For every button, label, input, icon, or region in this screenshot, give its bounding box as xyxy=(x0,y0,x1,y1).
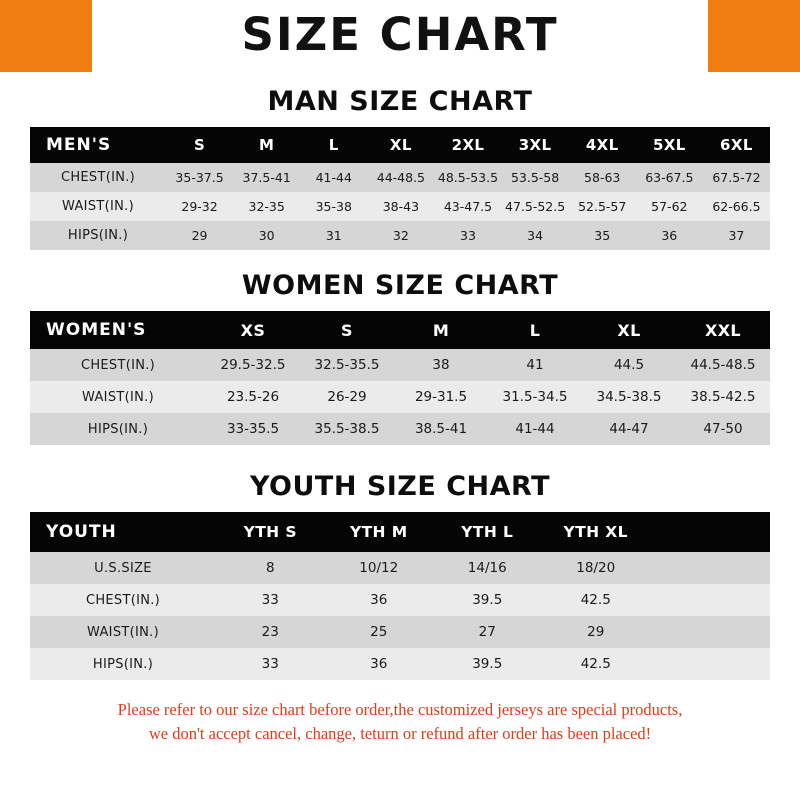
column-header: YTH XL xyxy=(563,523,628,541)
man-size-table xyxy=(30,127,770,250)
table-cell: 63-67.5 xyxy=(645,170,694,185)
table-cell: 33-35.5 xyxy=(226,421,280,437)
table-cell: 18/20 xyxy=(576,560,616,576)
table-cell: 38.5-41 xyxy=(414,421,468,437)
table-cell: 38-43 xyxy=(382,199,420,214)
table-cell: 29 xyxy=(191,228,208,243)
man-chart-wrap xyxy=(0,127,800,250)
table-cell: 29-32 xyxy=(181,199,218,214)
column-header: L xyxy=(529,320,541,340)
column-header: YTH L xyxy=(461,523,514,541)
table-cell: 33 xyxy=(261,656,279,672)
table-cell: 44-47 xyxy=(609,421,649,437)
table-cell-blank xyxy=(650,616,770,648)
column-header: S xyxy=(193,136,206,154)
table-cell: 32.5-35.5 xyxy=(314,357,380,373)
table-cell: 47.5-52.5 xyxy=(505,199,566,214)
row-label: CHEST(IN.) xyxy=(80,357,156,373)
column-header: 6XL xyxy=(720,136,753,154)
table-cell: 58-63 xyxy=(584,170,621,185)
table-cell-blank xyxy=(650,552,770,584)
table-cell: 35-37.5 xyxy=(175,170,224,185)
column-header: WOMEN'S xyxy=(46,320,147,340)
table-row xyxy=(30,163,770,192)
table-cell: 31 xyxy=(325,228,342,243)
table-cell: 36 xyxy=(370,592,388,608)
youth-table-head xyxy=(30,512,770,552)
row-label: U.S.SIZE xyxy=(94,560,152,576)
section-title-youth: YOUTH SIZE CHART xyxy=(249,471,551,502)
table-row xyxy=(30,381,770,413)
table-cell: 37 xyxy=(728,228,745,243)
table-cell: 44.5-48.5 xyxy=(690,357,756,373)
women-table-body xyxy=(30,349,770,445)
table-cell: 33 xyxy=(460,228,476,243)
table-cell: 35.5-38.5 xyxy=(314,421,380,437)
table-header-row xyxy=(30,127,770,163)
banner xyxy=(0,0,800,72)
table-cell: 52.5-57 xyxy=(578,199,627,214)
table-cell: 33 xyxy=(261,592,279,608)
table-cell: 14/16 xyxy=(467,560,507,576)
table-cell: 47-50 xyxy=(703,421,743,437)
table-cell: 29-31.5 xyxy=(414,389,468,405)
table-cell: 27 xyxy=(478,624,496,640)
table-header-row xyxy=(30,512,770,552)
table-cell: 32-35 xyxy=(248,199,285,214)
women-chart-wrap xyxy=(0,311,800,445)
table-cell: 34 xyxy=(527,228,544,243)
row-label: WAIST(IN.) xyxy=(62,199,134,214)
table-cell: 38.5-42.5 xyxy=(690,389,756,405)
policy-note-line-2: we don't accept cancel, change, teturn or refund after order has been placed! xyxy=(148,723,652,743)
table-cell: 48.5-53.5 xyxy=(437,170,499,185)
table-cell: 44.5 xyxy=(613,357,645,373)
table-cell: 23.5-26 xyxy=(226,389,280,405)
table-row xyxy=(30,648,770,680)
table-cell: 8 xyxy=(265,560,275,576)
section-title-women: WOMEN SIZE CHART xyxy=(241,270,559,301)
column-header: XS xyxy=(240,320,266,340)
policy-note-line-1: Please refer to our size chart before order,the customized jerseys are special products, xyxy=(117,700,683,719)
table-cell: 29.5-32.5 xyxy=(220,357,286,373)
women-size-table xyxy=(30,311,770,445)
man-table-head xyxy=(30,127,770,163)
column-header: 2XL xyxy=(451,136,485,154)
row-label: WAIST(IN.) xyxy=(87,624,159,640)
table-cell: 25 xyxy=(370,624,388,640)
column-header: S xyxy=(341,320,353,340)
policy-note xyxy=(0,698,800,746)
row-label: CHEST(IN.) xyxy=(60,170,136,185)
table-cell-blank xyxy=(650,648,770,680)
column-header: M xyxy=(432,320,450,340)
table-cell: 30 xyxy=(258,228,275,243)
table-cell: 44-48.5 xyxy=(376,170,425,185)
table-cell: 41 xyxy=(526,357,544,373)
youth-size-table xyxy=(30,512,770,680)
column-header: XXL xyxy=(704,320,742,340)
row-label: HIPS(IN.) xyxy=(92,656,154,672)
column-header: L xyxy=(328,136,339,154)
table-cell: 10/12 xyxy=(359,560,399,576)
column-header: XL xyxy=(617,320,641,340)
table-cell: 32 xyxy=(392,228,409,243)
row-label: HIPS(IN.) xyxy=(87,421,149,437)
table-cell: 43-47.5 xyxy=(443,199,493,214)
table-row xyxy=(30,616,770,648)
table-row xyxy=(30,584,770,616)
column-header: M xyxy=(259,136,275,154)
table-cell: 23 xyxy=(261,624,279,640)
table-header-row xyxy=(30,311,770,349)
table-row xyxy=(30,192,770,221)
table-cell-blank xyxy=(650,584,770,616)
column-header: 3XL xyxy=(518,136,552,154)
column-header: 5XL xyxy=(652,136,686,154)
table-cell: 34.5-38.5 xyxy=(596,389,662,405)
table-cell: 53.5-58 xyxy=(510,170,560,185)
table-cell: 41-44 xyxy=(315,170,352,185)
table-cell: 37.5-41 xyxy=(242,170,291,185)
table-row xyxy=(30,221,770,250)
youth-chart-wrap xyxy=(0,512,800,680)
man-table-body xyxy=(30,163,770,250)
column-header: YTH S xyxy=(243,523,297,541)
banner-inner xyxy=(92,0,708,72)
youth-table-body xyxy=(30,552,770,680)
table-cell: 36 xyxy=(661,228,678,243)
table-cell: 39.5 xyxy=(472,656,503,672)
table-cell: 57-62 xyxy=(651,199,688,214)
row-label: WAIST(IN.) xyxy=(82,389,154,405)
women-table-head xyxy=(30,311,770,349)
page-title: SIZE CHART xyxy=(241,7,559,61)
table-row xyxy=(30,349,770,381)
table-cell: 38 xyxy=(432,357,450,373)
table-cell: 42.5 xyxy=(580,656,611,672)
table-cell: 29 xyxy=(587,624,605,640)
table-cell: 62-66.5 xyxy=(712,199,761,214)
table-cell: 26-29 xyxy=(327,389,367,405)
row-label: CHEST(IN.) xyxy=(85,592,161,608)
table-row xyxy=(30,413,770,445)
table-cell: 42.5 xyxy=(580,592,611,608)
table-cell: 35 xyxy=(594,228,611,243)
table-cell: 36 xyxy=(370,656,388,672)
column-header: XL xyxy=(389,136,412,154)
table-cell: 31.5-34.5 xyxy=(502,389,568,405)
column-header: YTH M xyxy=(349,523,408,541)
table-cell: 39.5 xyxy=(472,592,503,608)
table-cell: 41-44 xyxy=(515,421,555,437)
section-title-man: MAN SIZE CHART xyxy=(267,86,533,117)
table-cell: 67.5-72 xyxy=(712,170,761,185)
table-row xyxy=(30,552,770,584)
column-header: MEN'S xyxy=(46,135,112,155)
column-header: 4XL xyxy=(585,136,619,154)
column-header: YOUTH xyxy=(46,522,117,542)
table-cell: 35-38 xyxy=(315,199,352,214)
row-label: HIPS(IN.) xyxy=(67,228,129,243)
column-header-blank xyxy=(650,512,770,552)
